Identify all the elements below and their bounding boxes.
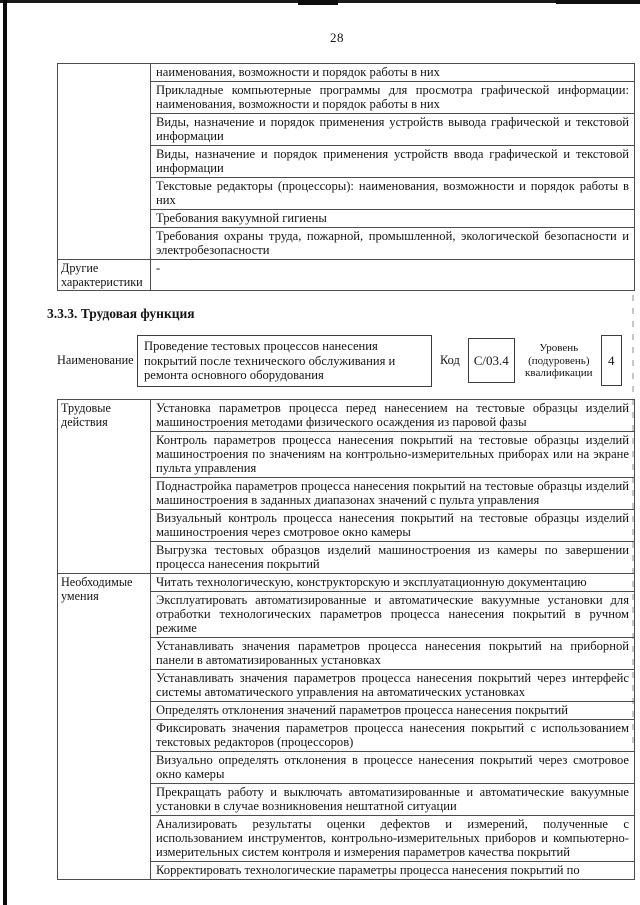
skill-row-text: Прекращать работу и выключать автоматизированные и автоматические вакуумные установки в случае возникновения нештатной ситуации: [151, 783, 635, 815]
skill-row-text: Определять отклонения значений параметров процесса нанесения покрытий: [151, 701, 635, 719]
skill-row-text: Читать технологическую, конструкторскую и эксплуатационную документацию: [151, 573, 635, 591]
knowledge-row-text: Виды, назначение и порядок применения устройств ввода графической и текстовой информации: [151, 146, 635, 178]
knowledge-row-text: Требования охраны труда, пожарной, промышленной, экологической безопасности и электробезопасности: [151, 228, 635, 260]
page-number: 28: [330, 30, 344, 45]
knowledge-label-cell: [58, 64, 151, 260]
group-label-actions: Трудовые действия: [58, 399, 151, 573]
knowledge-row-text: Требования вакуумной гигиены: [151, 210, 635, 228]
knowledge-row-text: Виды, назначение и порядок применения устройств вывода графической и текстовой информации: [151, 114, 635, 146]
skill-row-text: Визуально определять отклонения в процессе нанесения покрытий через смотровое окно камеры: [151, 751, 635, 783]
action-row-text: Поднастройка параметров процесса нанесения покрытий на тестовые образцы изделий машиностроения в заданных диапазонах значений с пульта управления: [151, 477, 635, 509]
scan-edge-left: [3, 0, 7, 905]
knowledge-row-text: наименования, возможности и порядок работы в них: [151, 64, 635, 82]
document-page: [47, 0, 627, 880]
skill-row-text: Анализировать результаты оценки дефектов и измерений, полученные с использованием инструментов, контрольно-измерительных приборов и компьютерно-измерительных систем контроля и измерения параметров качества покрытий: [151, 815, 635, 861]
skill-row-text: Эксплуатировать автоматизированные и автоматические вакуумные установки для отработки технологических параметров процесса нанесения покрытий в ручном режиме: [151, 591, 635, 637]
knowledge-row-text: Прикладные компьютерные программы для просмотра графической информации: наименования, возможности и порядок работы в них: [151, 82, 635, 114]
other-characteristics-label: Другие характеристики: [58, 260, 151, 291]
function-code-label: Код: [440, 353, 460, 368]
table-row: [58, 260, 635, 291]
action-row-text: Выгрузка тестовых образцов изделий машиностроения из камеры по завершении процесса нанесения покрытий: [151, 541, 635, 573]
function-level-label: Уровень (подуровень) квалификации: [525, 342, 593, 379]
knowledge-row-text: Текстовые редакторы (процессоры): наименования, возможности и порядок работы в них: [151, 178, 635, 210]
function-header: [57, 335, 635, 387]
function-table: [57, 399, 635, 880]
other-characteristics-value: -: [151, 260, 635, 291]
skill-row-text: Фиксировать значения параметров процесса нанесения покрытий с использованием текстовых редакторов (процессоров): [151, 719, 635, 751]
function-name-box: Проведение тестовых процессов нанесения покрытий после технического обслуживания и ремонта основного оборудования: [137, 335, 432, 387]
group-label-skills: Необходимые умения: [58, 573, 151, 879]
table-row: [58, 64, 635, 82]
action-row-text: Контроль параметров процесса нанесения покрытий на тестовые образцы изделий машиностроения по значениям на контрольно-измерительных приборах или на экране пульта управления: [151, 431, 635, 477]
function-code-value: С/03.4: [468, 338, 515, 383]
skill-row-text: Устанавливать значения параметров процесса нанесения покрытий на приборной панели в автоматизированных установках: [151, 637, 635, 669]
skill-row-text: Устанавливать значения параметров процесса нанесения покрытий через интерфейс системы автоматического управления на автоматических установках: [151, 669, 635, 701]
function-level-value: 4: [601, 335, 622, 386]
section-heading: 3.3.3. Трудовая функция: [47, 306, 195, 321]
skill-row-text: Корректировать технологические параметры процесса нанесения покрытий по: [151, 861, 635, 879]
table-row: [58, 399, 635, 431]
function-name-label: Наименование: [57, 353, 134, 368]
knowledge-table: [57, 63, 635, 291]
table-row: [58, 573, 635, 591]
action-row-text: Установка параметров процесса перед нанесением на тестовые образцы изделий машиностроения методами физического осаждения из паровой фазы: [151, 399, 635, 431]
action-row-text: Визуальный контроль процесса нанесения покрытий на тестовые образцы изделий машиностроения через смотровое окно камеры: [151, 509, 635, 541]
